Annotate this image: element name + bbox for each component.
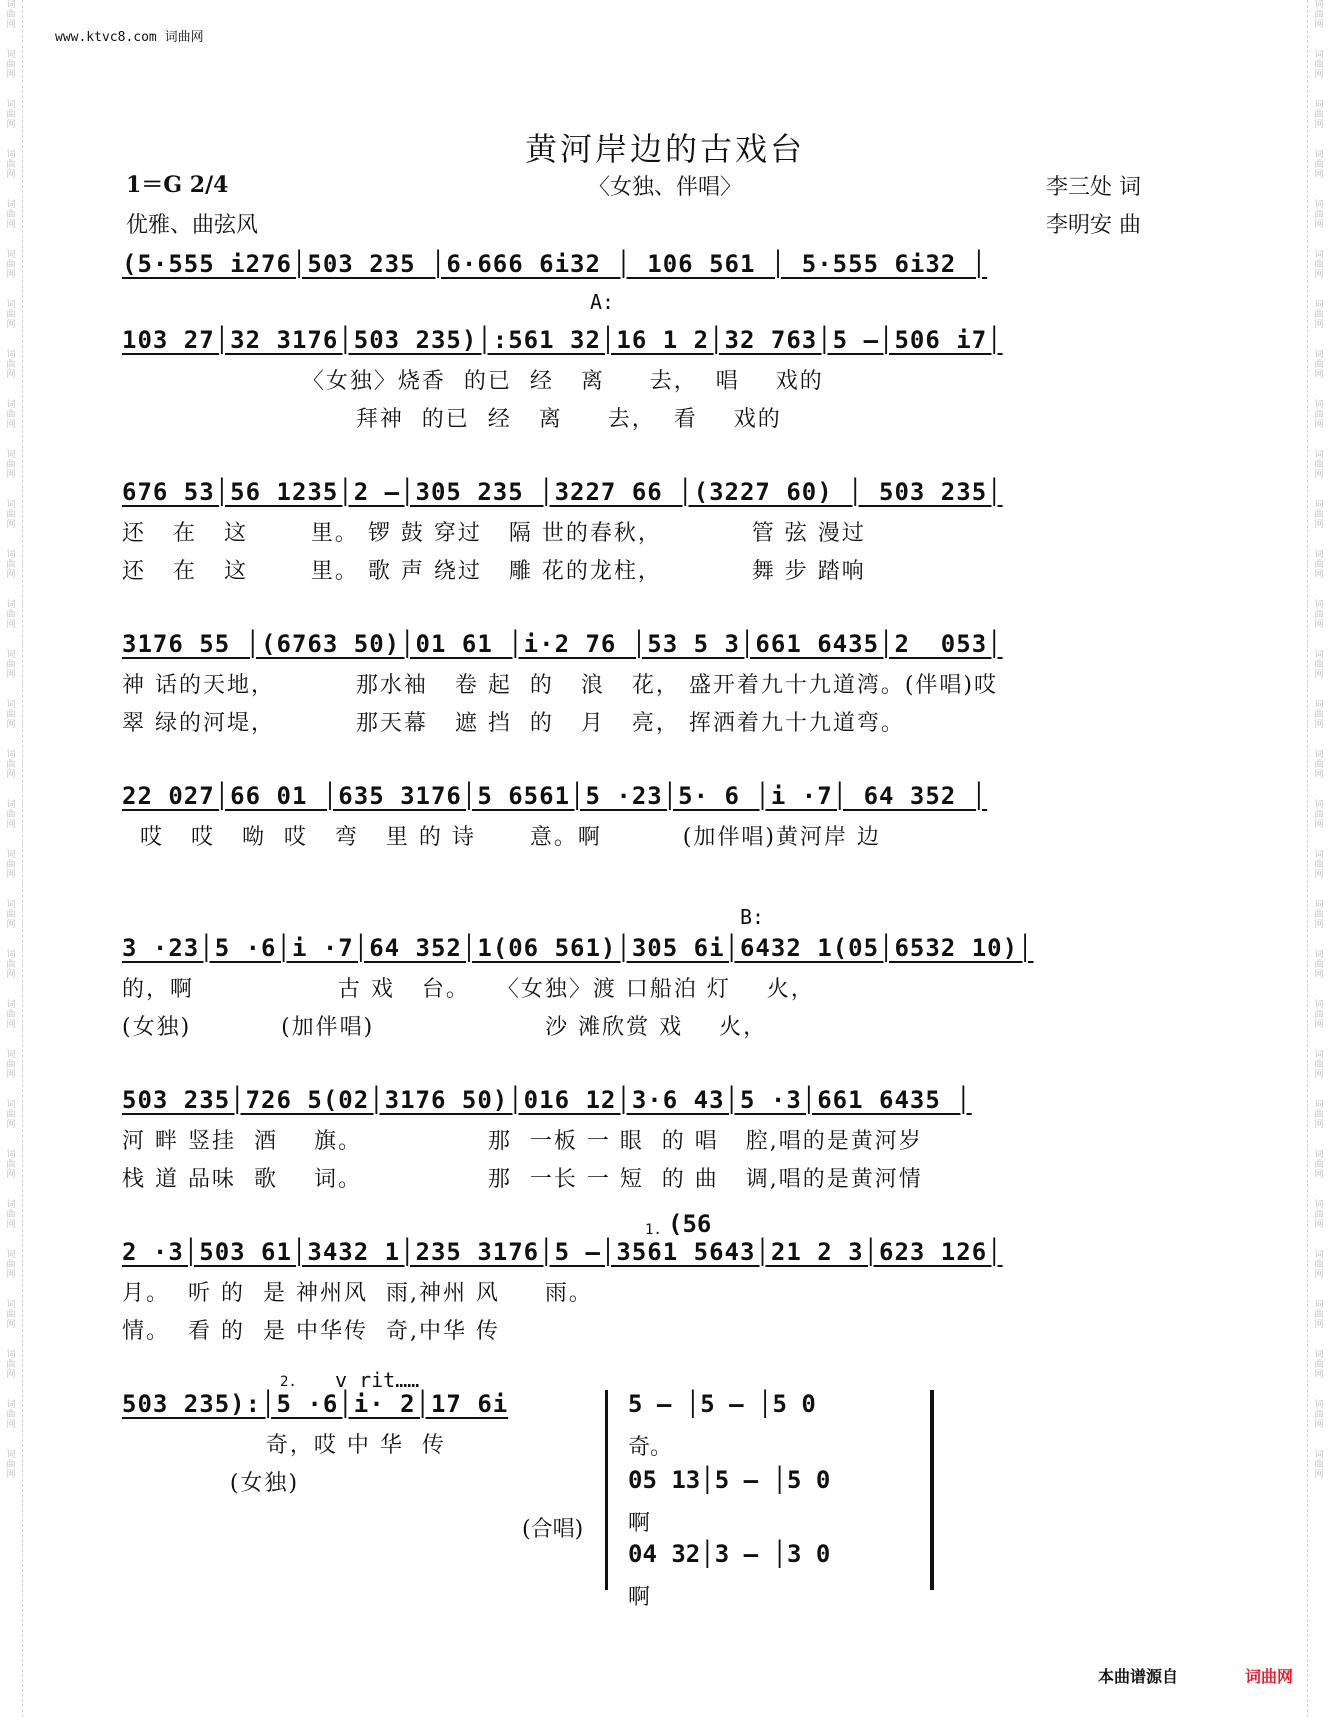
notation-line: 103 27│32 3176│503 235)│:561 32│16 1 2│32 763│5 –│506 i7│ <box>122 326 1003 354</box>
footer-brand: 词曲网 <box>1245 1667 1294 1686</box>
final-lyric-row: 啊 <box>628 1511 651 1536</box>
notation-line: 676 53│56 1235│2 –│305 235 │3227 66 │(3227 60) │ 503 235│ <box>122 478 1003 506</box>
footer-source: 本曲谱源自 <box>1098 1667 1179 1686</box>
right-watermark-strip: 词 曲 网 词 曲 网 词 曲 网 词 曲 网 词 曲 网 词 曲 网 词 曲 网 词 曲 网 词 曲 网 词 曲 网 词 曲 网 词 曲 网 词 曲 网 词 曲 网 词 曲 网 词 曲 网 词 曲 网 词 曲 网 词 曲 网 词 曲 网 词 曲 网 词 曲 网 词 曲 网 词 曲 网 词 曲 网 词 曲 网 词 曲 网 词 曲 网 词 曲 网 词 曲 网 <box>1307 0 1330 1717</box>
lyric-line: 还 在 这 里。 歌 声 绕过 雕 花的龙柱， 舞 步 踏响 <box>122 559 866 584</box>
lyricist-credit: 李三处 词 <box>1046 175 1141 200</box>
notation-line: 503 235│726 5(02│3176 50)│016 12│3·6 43│5 ·3│661 6435 │ <box>122 1086 972 1114</box>
notation-line: 3176 55 │(6763 50)│01 61 │i·2 76 │53 5 3│661 6435│2 053│ <box>122 630 1003 658</box>
lyric-line: 哎 哎 呦 哎 弯 里 的 诗 意。啊 (加伴唱)黄河岸 边 <box>122 825 881 850</box>
lyric-line: 还 在 这 里。 锣 鼓 穿过 隔 世的春秋， 管 弦 漫过 <box>122 521 866 546</box>
lyric-line: 月。 听 的 是 神州风 雨,神州 风 雨。 <box>122 1281 593 1306</box>
lyric-line: (女独) <box>122 1471 300 1496</box>
ritardando-mark: v rit…… <box>335 1368 420 1392</box>
notation-line: 2 ·3│503 61│3432 1│235 3176│5 –│3561 5643│21 2 3│623 126│ <box>122 1238 1003 1266</box>
notation-line: 3 ·23│5 ·6│i ·7│64 352│1(06 561)│305 6i│6432 1(05│6532 10)│ <box>122 934 1034 962</box>
lyric-line: 翠 绿的河堤， 那天幕 遮 挡 的 月 亮， 挥洒着九十九道弯。 <box>122 711 905 736</box>
lyric-line: 〈女独〉烧香 的已 经 离 去， 唱 戏的 <box>122 369 824 394</box>
song-subtitle: 〈女独、伴唱〉 <box>587 175 742 200</box>
composer-credit: 李明安 曲 <box>1046 213 1141 238</box>
lyric-line: 的，啊 古 戏 台。 〈女独〉渡 口船泊 灯 火， <box>122 977 815 1002</box>
final-lyric-row: 奇。 <box>628 1435 673 1460</box>
first-ending-mark: 1. <box>645 1222 662 1238</box>
second-ending-mark: 2. <box>280 1374 297 1390</box>
lyric-line: 奇，哎 中 华 传 <box>122 1433 446 1458</box>
notation-line: (5·555 i276│503 235 │6·666 6i32 │ 106 561 │ 5·555 6i32 │ <box>122 250 988 278</box>
lyric-line: 河 畔 竖挂 酒 旗。 那 一板 一 眼 的 唱 腔,唱的是黄河岁 <box>122 1129 923 1154</box>
final-notes-row: 04 32│3 – │3 0 <box>628 1540 831 1568</box>
lyric-line: 拜神 的已 经 离 去， 看 戏的 <box>122 407 782 432</box>
section-a-mark: A: <box>590 290 615 314</box>
key-signature: 1＝G 2/4 <box>126 172 229 198</box>
lyric-line: 神 话的天地， 那水袖 卷 起 的 浪 花， 盛开着九十九道湾。(伴唱)哎 <box>122 673 999 698</box>
final-chorus-block <box>605 1210 934 1610</box>
notation-line: 503 235):│5 ·6│i· 2│17 6i <box>122 1390 509 1418</box>
site-watermark: www.ktvc8.com 词曲网 <box>55 30 204 45</box>
final-notes-row: 5 – │5 – │5 0 <box>628 1390 816 1418</box>
left-watermark-strip: 词 曲 网 词 曲 网 词 曲 网 词 曲 网 词 曲 网 词 曲 网 词 曲 网 词 曲 网 词 曲 网 词 曲 网 词 曲 网 词 曲 网 词 曲 网 词 曲 网 词 曲 网 词 曲 网 词 曲 网 词 曲 网 词 曲 网 词 曲 网 词 曲 网 词 曲 网 词 曲 网 词 曲 网 词 曲 网 词 曲 网 词 曲 网 词 曲 网 词 曲 网 词 曲 网 <box>0 0 23 1717</box>
lyric-line: 情。 看 的 是 中华传 奇,中华 传 <box>122 1319 500 1344</box>
final-lyric-row: 啊 <box>628 1585 651 1610</box>
song-title: 黄河岸边的古戏台 <box>524 130 805 168</box>
lyric-line: (女独) (加伴唱) 沙 滩欣赏 戏 火， <box>122 1015 768 1040</box>
final-notes-row: 05 13│5 – │5 0 <box>628 1466 831 1494</box>
style-marking: 优雅、曲弦风 <box>126 213 259 238</box>
lyric-line: 栈 道 品味 歌 词。 那 一长 一 短 的 曲 调,唱的是黄河情 <box>122 1167 923 1192</box>
notation-line: 22 027│66 01 │635 3176│5 6561│5 ·23│5· 6 │i ·7│ 64 352 │ <box>122 782 988 810</box>
chorus-label: (合唱) <box>522 1517 584 1542</box>
section-b-mark: B: <box>740 905 765 929</box>
repeat-pickup: (56 <box>668 1210 712 1238</box>
